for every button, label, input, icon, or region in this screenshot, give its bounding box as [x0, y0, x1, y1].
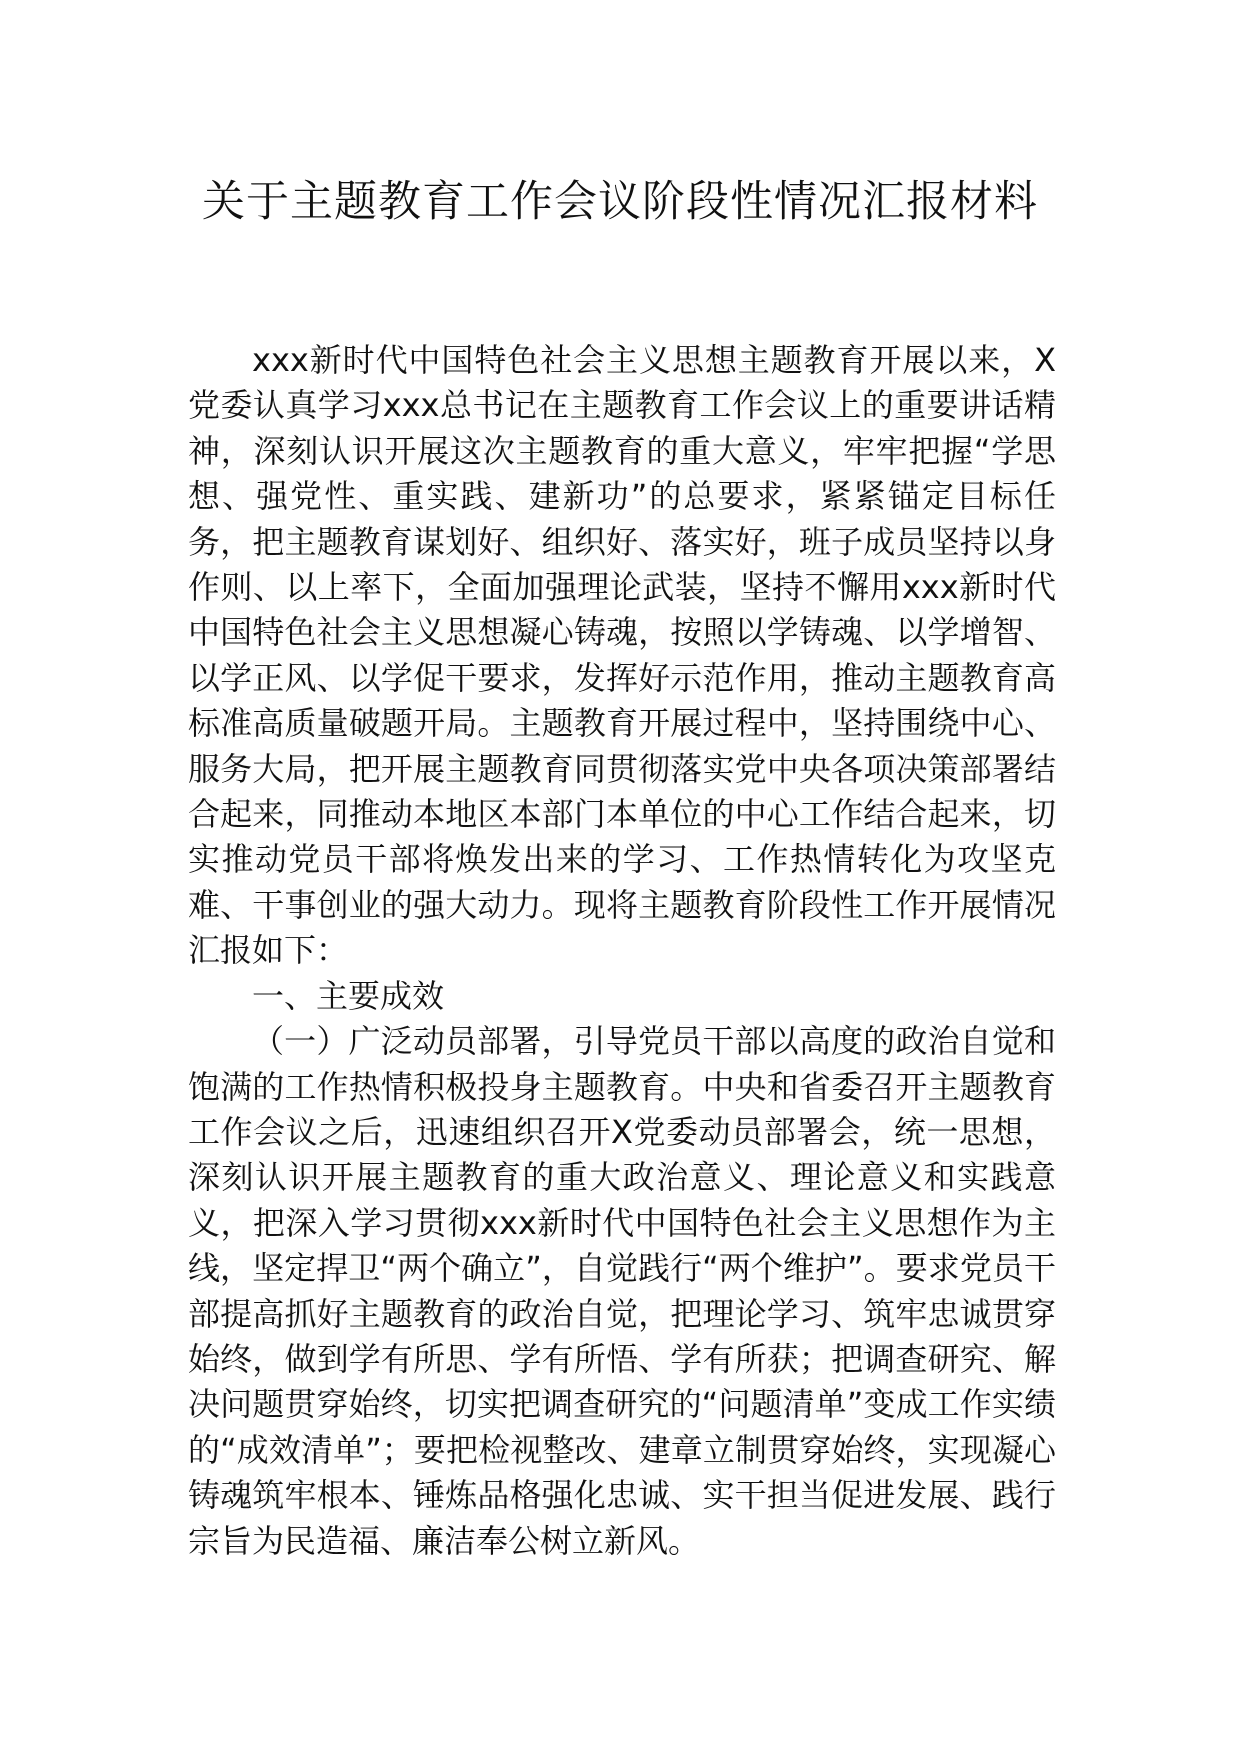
- section-heading: 一、主要成效: [252, 976, 445, 1015]
- document-body: [188, 338, 1056, 1564]
- intro-paragraph: xxx新时代中国特色社会主义思想主题教育开展以来，X党委认真学习xxx总书记在主题教育工作会议上的重要讲话精神，深刻认识开展这次主题教育的重大意义，牢牢把握“学思想、强党性、重实践、建新功”的总要求，紧紧锚定目标任务，把主题教育谋划好、组织好、落实好，班子成员坚持以身作则、以上率下，全面加强理论武装，坚持不懈用xxx新时代中国特色社会主义思想凝心铸魂，按照以学铸魂、以学增智、以学正风、以学促干要求，发挥好示范作用，推动主题教育高标准高质量破题开局。主题教育开展过程中，坚持围绕中心、服务大局，把开展主题教育同贯彻落实党中央各项决策部署结合起来，同推动本地区本部门本单位的中心工作结合起来，切实推动党员干部将焕发出来的学习、工作热情转化为攻坚克难、干事创业的强大动力。现将主题教育阶段性工作开展情况汇报如下：: [188, 341, 1056, 970]
- document-title: 关于主题教育工作会议阶段性情况汇报材料: [202, 177, 1038, 227]
- subsection-paragraph: （一）广泛动员部署，引导党员干部以高度的政治自觉和饱满的工作热情积极投身主题教育。中央和省委召开主题教育工作会议之后，迅速组织召开X党委动员部署会，统一思想，深刻认识开展主题教育的重大政治意义、理论意义和实践意义，把深入学习贯彻xxx新时代中国特色社会主义思想作为主线，坚定捍卫“两个确立”，自觉践行“两个维护”。要求党员干部提高抓好主题教育的政治自觉，把理论学习、筑牢忠诚贯穿始终，做到学有所思、学有所悟、学有所获；把调查研究、解决问题贯穿始终，切实把调查研究的“问题清单”变成工作实绩的“成效清单”；要把检视整改、建章立制贯穿始终，实现凝心铸魂筑牢根本、锤炼品格强化忠诚、实干担当促进发展、践行宗旨为民造福、廉洁奉公树立新风。: [188, 1022, 1056, 1560]
